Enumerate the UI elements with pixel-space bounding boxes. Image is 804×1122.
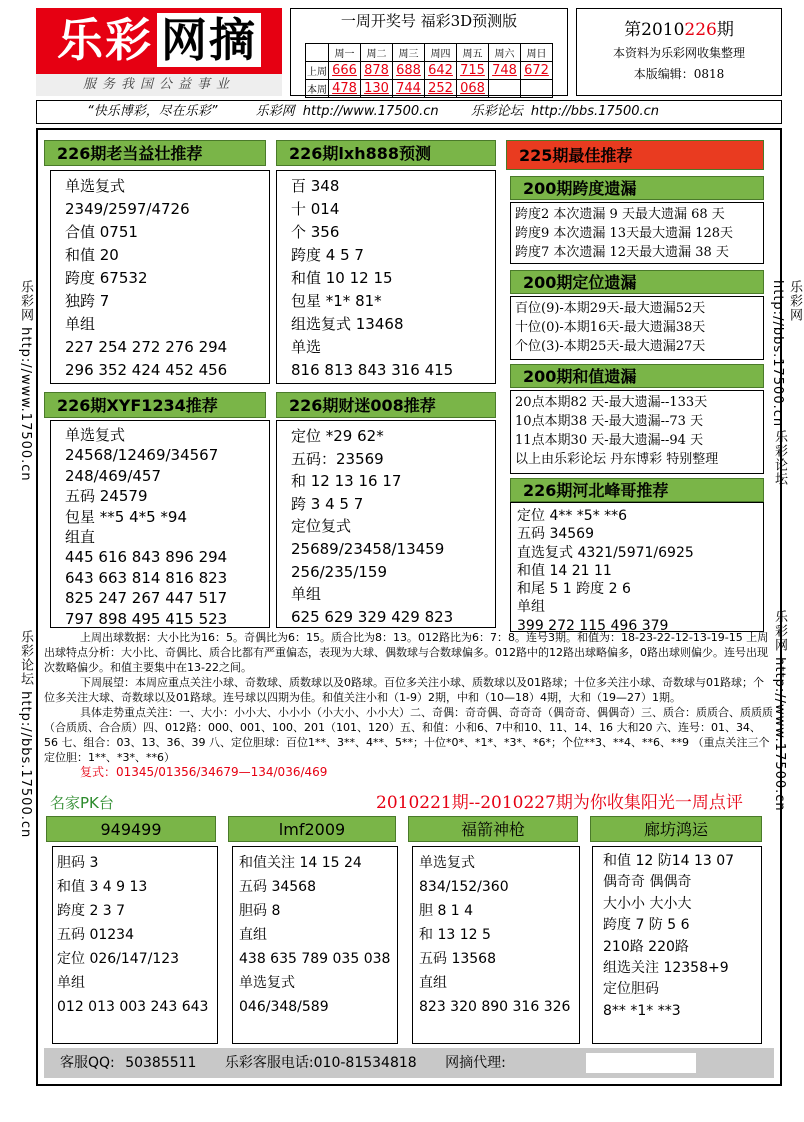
result: 744: [393, 80, 425, 98]
result: 068: [457, 80, 489, 98]
line: 816 813 843 316 415: [291, 361, 454, 379]
slogan: 服务我国公益事业: [36, 74, 282, 96]
link-bar: [36, 100, 782, 124]
issue-note: 本资料为乐彩网收集整理: [612, 46, 745, 60]
box-title: 226期财迷008推荐: [276, 392, 496, 418]
line: 跨度 7 防 5 6: [603, 917, 690, 934]
line: 跨度2 本次遗漏 9 天最大遗漏 68 天: [515, 207, 725, 222]
side-left-1: 乐彩网 http://www.17500.cn: [18, 280, 33, 482]
line: 跨 3 4 5 7: [291, 494, 364, 513]
line: 24568/12469/34567: [65, 446, 219, 465]
line: 个 356: [291, 223, 340, 241]
line: 合值 0751: [65, 223, 138, 241]
line: 2349/2597/4726: [65, 200, 190, 218]
line: 定位 *29 62*: [291, 427, 384, 445]
sum-title: 200期和值遗漏: [510, 364, 764, 388]
side-right-3: 乐彩网 http://www.17500.cn: [772, 610, 787, 812]
issue-editor: 本版编辑：0818: [633, 67, 725, 81]
line: 227 254 272 276 294: [65, 338, 228, 356]
line: 296 352 424 452 456: [65, 361, 228, 379]
result: [521, 80, 553, 98]
side-right-2: 乐彩论坛: [772, 430, 787, 486]
day: 周二: [361, 44, 393, 62]
line: 偶奇奇 偶偶奇: [603, 874, 692, 891]
analysis: [44, 630, 774, 780]
weekly-results: [290, 8, 568, 96]
pk-banner: 2010221期--2010227期为你收集阳光一周点评: [376, 793, 743, 813]
row-label: 本周: [306, 80, 329, 98]
result: 715: [457, 62, 489, 80]
line: 和值 12 防14 13 07: [603, 853, 735, 869]
line: 825 247 267 447 517: [65, 589, 228, 608]
prediction-box: [276, 420, 496, 628]
line: 625 629 329 429 823: [291, 607, 454, 626]
line: 定位 4** *5* **6: [517, 508, 628, 524]
expert-title: 福箭神枪: [408, 816, 578, 842]
pos-title: 200期定位遗漏: [510, 270, 764, 294]
line: 跨度 4 5 7: [291, 246, 364, 264]
line: 和值关注 14 15 24: [239, 855, 362, 871]
result: 642: [425, 62, 457, 80]
issue-number: 第2010226期: [624, 20, 734, 40]
line: 直组: [239, 927, 267, 943]
expert-title: 廊坊鸿运: [590, 816, 762, 842]
line: 单选复式: [65, 426, 126, 444]
line: 跨度7 本次遗漏 12天最大遗漏 38 天: [515, 245, 729, 260]
line: 以上由乐彩论坛 丹东博彩 特别整理: [515, 452, 719, 467]
line: 单组: [65, 315, 96, 333]
line: 797 898 495 415 523: [65, 609, 228, 628]
side-left-2: 乐彩论坛 http://bbs.17500.cn: [18, 630, 33, 839]
line: 单组: [517, 599, 545, 616]
line: 跨度 67532: [65, 269, 148, 287]
result: 688: [393, 62, 425, 80]
result: 252: [425, 80, 457, 98]
analysis-p2: 下周展望：本周应重点关注小球、奇数球、质数球以及0路球。百位多关注小球、质数球以及01路球；十位多关注小球、奇数球与01路球；个位多关注大球、奇数球以及01路球。连号球以四期为佳。和值关注小和（1-9）2期，中和（10—18）4期，大和（19—27）1期。: [44, 676, 764, 704]
qq-contact: 客服QQ: 50385511: [60, 1055, 197, 1071]
line: 和值 14 21 11: [517, 562, 612, 579]
hb-box: [510, 502, 764, 632]
row-label: 上周: [306, 62, 329, 80]
line: 五码 34568: [239, 879, 316, 895]
line: 大小小 大小大: [603, 895, 692, 912]
line: 11点本期30 天-最大遗漏--94 天: [515, 433, 704, 448]
expert-box: [52, 846, 218, 1044]
result: 666: [329, 62, 361, 80]
line: 定位 026/147/123: [57, 951, 180, 967]
box-title: 226期老当益壮推荐: [44, 140, 266, 166]
line: 直选复式 4321/5971/6925: [517, 544, 694, 561]
issue-box: [576, 8, 782, 96]
box-title: 226期lxh888预测: [276, 140, 496, 166]
result: [489, 80, 521, 98]
line: 胆码 8: [239, 903, 281, 919]
line: 248/469/457: [65, 466, 161, 485]
result: 672: [521, 62, 553, 80]
line: 823 320 890 316 326: [419, 999, 571, 1015]
day: 周五: [457, 44, 489, 62]
hb-title: 226期河北峰哥推荐: [510, 478, 764, 502]
line: 五码 24579: [65, 487, 148, 506]
day: 周四: [425, 44, 457, 62]
line: 和 13 12 5: [419, 927, 491, 943]
line: 438 635 789 035 038: [239, 951, 391, 967]
tel-contact: 乐彩客服电话:010-81534818: [224, 1055, 417, 1071]
line: 210路 220路: [603, 938, 689, 955]
line: 五码 01234: [57, 927, 134, 943]
logo: 乐彩 网摘: [36, 8, 282, 74]
prediction-box: [50, 170, 270, 384]
line: 单组: [57, 975, 85, 991]
pos-box: [510, 296, 764, 360]
line: 胆 8 1 4: [419, 903, 474, 919]
line: 445 616 843 896 294: [65, 548, 228, 567]
motto: “快乐博彩，尽在乐彩”: [87, 104, 218, 119]
line: 定位复式: [291, 517, 352, 536]
line: 胆码 3: [57, 855, 99, 871]
line: 单选复式: [419, 855, 475, 871]
span-title: 200期跨度遗漏: [510, 176, 764, 200]
footer: [44, 1048, 774, 1078]
best-title: 225期最佳推荐: [506, 140, 764, 170]
forum-link[interactable]: 乐彩论坛 http://bbs.17500.cn: [470, 104, 660, 119]
line: 单选复式: [239, 975, 295, 991]
result: 130: [361, 80, 393, 98]
line: 8** *1* **3: [603, 1002, 681, 1019]
day: 周三: [393, 44, 425, 62]
line: 五码 34569: [517, 526, 594, 543]
line: 和值 3 4 9 13: [57, 879, 148, 895]
expert-box: [412, 846, 580, 1044]
line: 012 013 003 243 643: [57, 999, 209, 1015]
line: 十 014: [291, 200, 340, 218]
line: 和值 20: [65, 246, 119, 264]
line: 和值 10 12 15: [291, 269, 393, 287]
line: 组选关注 12358+9: [603, 960, 729, 977]
line: 跨度9 本次遗漏 13天最大遗漏 128天: [515, 226, 734, 241]
result: 748: [489, 62, 521, 80]
line: 643 663 814 816 823: [65, 568, 228, 587]
result: 478: [329, 80, 361, 98]
line: 十位(0)-本期16天-最大遗漏38天: [515, 320, 706, 335]
line: 跨度 2 3 7: [57, 903, 126, 919]
agent-field: [586, 1053, 696, 1073]
line: 和尾 5 1 跨度 2 6: [517, 581, 631, 598]
day: 周日: [521, 44, 553, 62]
prediction-box: [276, 170, 496, 384]
line: 10点本期38 天-最大遗漏--73 天: [515, 414, 704, 429]
expert-box: [592, 846, 762, 1044]
line: 组选复式 13468: [291, 315, 404, 333]
analysis-p3: 具体走势重点关注：一、大小：小小大、小小小（小大小、小小大）二、奇偶：奇奇偶、奇奇奇（偶奇奇、偶偶奇）三、质合：质质合、质质质（合质质、合合质）四、012路：000、001、100、201（101、120）五、和值：小和6、7中和10、11、14、16 大和20 六、连号：01、34、56 七、组合：03、13、36、39 八、定位胆球：百位1**、3**、4**、5**；十位*0*、*1*、*3*、*6*；个位**3、**4、**6、**9 （重点关注三个定位胆：1**、*3*、**6）: [44, 706, 773, 764]
line: 直组: [419, 975, 447, 991]
agent-label: 网摘代理:: [445, 1055, 506, 1071]
analysis-p1: 上周出球数据：大小比为16：5。奇偶比为6：15。质合比为8：13。012路比为6：7：8。连号3期。和值为：18-23-22-12-13-19-15 上周出球特点分析：大小比、奇偶比、质合比都有严重偏态，表现为大球、偶数球与合数球偏多。012路中的12路出球略偏多，0路出球则偏少。连号出现次数略偏少。和值主要集中在13-22之间。: [44, 631, 769, 674]
line: 百 348: [291, 177, 340, 195]
line: 单选复式: [65, 177, 126, 195]
line: 五码：23569: [291, 449, 384, 468]
line: 独跨 7: [65, 292, 110, 310]
day: 周六: [489, 44, 521, 62]
result: 878: [361, 62, 393, 80]
line: 单选: [291, 338, 322, 356]
line: 单组: [291, 585, 322, 604]
box-title: 226期XYF1234推荐: [44, 392, 266, 418]
line: 百位(9)-本期29天-最大遗漏52天: [515, 301, 706, 316]
side-right-1: 乐彩网 http://bbs.17500.cn: [770, 280, 802, 428]
line: 399 272 115 496 379: [517, 617, 669, 634]
line: 包星 *1* 81*: [291, 292, 382, 310]
line: 046/348/589: [239, 999, 329, 1015]
line: 和 12 13 16 17: [291, 472, 402, 491]
line: 25689/23458/13459: [291, 539, 445, 558]
expert-title: lmf2009: [228, 816, 396, 842]
weekly-title: 一周开奖号 福彩3D预测版: [340, 12, 518, 30]
analysis-p4: 复式：01345/01356/34679—134/036/469: [80, 765, 328, 779]
span-box: [510, 202, 764, 264]
line: 组直: [65, 528, 96, 547]
line: 834/152/360: [419, 879, 509, 895]
line: 包星 **5 4*5 *94: [65, 507, 188, 526]
line: 20点本期82 天-最大遗漏--133天: [515, 395, 708, 410]
line: 个位(3)-本期25天-最大遗漏27天: [515, 339, 706, 354]
prediction-box: [50, 420, 270, 628]
pk-label: 名家PK台: [50, 794, 114, 812]
line: 256/235/159: [291, 562, 387, 581]
weekly-table: [305, 43, 553, 98]
expert-title: 949499: [46, 816, 216, 842]
line: 定位胆码: [603, 981, 659, 998]
line: 五码 13568: [419, 951, 496, 967]
expert-box: [232, 846, 398, 1044]
site-link[interactable]: 乐彩网 http://www.17500.cn: [255, 104, 439, 119]
day: 周一: [329, 44, 361, 62]
sum-box: [510, 390, 764, 474]
